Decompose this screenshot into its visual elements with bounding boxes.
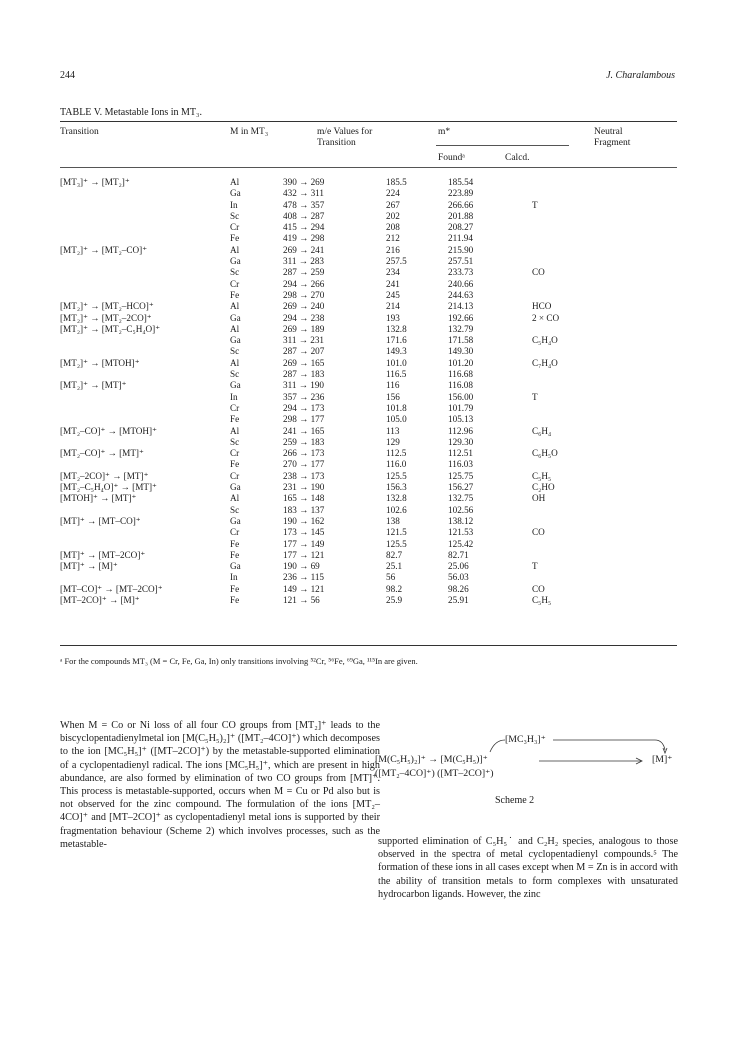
cell-transition bbox=[60, 403, 230, 414]
cell-calcd: 201.88 bbox=[448, 210, 474, 221]
header-transition: Transition bbox=[60, 127, 99, 137]
cell-calcd: 185.54 bbox=[448, 177, 474, 187]
cell-mz: 311 → 231 bbox=[283, 335, 325, 346]
cell-mz: 149 → 121 bbox=[283, 583, 325, 594]
cell-mz: 177 → 121 bbox=[283, 549, 325, 560]
body-left-column: When M = Co or Ni loss of all four CO groups from [MT₂]⁺ leads to the biscyclopentadienylmetal ion [M(C₅H₅)₂]⁺ ([MT₂–4CO]⁺) which decomposes to the ion [MC₅H₅]⁺ ([MT–2CO]⁺) by the metastable-supported elimination of a cyclopentadienyl radical. The ions [MC₅H₅]⁺, which are present in high abundance, are also formed by elimination of two CO groups from [MT]⁺. This process is metastable-supported, occurs when M = Cu or Pd also but is not observed for the zinc compound. The formulation of the ions [MT₂–4CO]⁺ and [MT–2CO]⁺ as cyclopentadienyl metal ions is supported by their fragmentation behaviour (Scheme 2) which involves processes, such as the metastable- bbox=[60, 720, 380, 850]
scheme-line-2: ([MT₂–4CO]⁺) ([MT–2CO]⁺) bbox=[375, 768, 494, 779]
cell-fragment bbox=[498, 222, 582, 233]
table-row bbox=[60, 233, 582, 244]
table-row bbox=[60, 527, 582, 538]
table-footnote: ᵃ For the compounds MT₃ (M = Cr, Fe, Ga, In) only transitions involving ⁵²Cr, ⁵⁶Fe, ⁶⁹Ga, ¹¹⁵In are given. bbox=[60, 656, 418, 666]
cell-transition: [MT₂]⁺ → [MT₂–HCO]⁺ bbox=[60, 301, 154, 312]
cell-mz: 298 → 177 bbox=[283, 414, 325, 425]
cell-fragment: OH bbox=[532, 493, 546, 504]
cell-transition: [MT]⁺ → [M]⁺ bbox=[60, 561, 118, 572]
cell-found: 102.6 bbox=[386, 504, 407, 515]
cell-found: 101.8 bbox=[386, 402, 407, 413]
cell-found: 132.8 bbox=[386, 493, 407, 504]
cell-metal: Ga bbox=[230, 380, 241, 391]
cell-transition bbox=[60, 346, 230, 357]
cell-calcd: 82.71 bbox=[448, 549, 469, 560]
scheme-end: [M]⁺ bbox=[652, 754, 673, 765]
cell-transition bbox=[60, 222, 230, 233]
cell-metal: Sc bbox=[230, 436, 240, 447]
cell-metal: In bbox=[230, 391, 238, 402]
cell-calcd: 156.27 bbox=[448, 482, 474, 493]
cell-calcd: 125.75 bbox=[448, 470, 474, 481]
cell-mz: 269 → 165 bbox=[283, 357, 325, 368]
cell-fragment: CO bbox=[532, 527, 545, 538]
cell-found: 98.2 bbox=[386, 583, 403, 594]
table-row bbox=[60, 200, 582, 211]
table-row bbox=[60, 177, 582, 188]
cell-mz: 298 → 270 bbox=[283, 289, 325, 300]
running-head: J. Charalambous bbox=[606, 70, 675, 81]
table-row bbox=[60, 403, 582, 414]
cell-metal: Al bbox=[230, 177, 240, 187]
cell-found: 56 bbox=[386, 572, 396, 583]
cell-transition: [MT₂–CO]⁺ → [MT]⁺ bbox=[60, 448, 144, 459]
cell-mz: 165 → 148 bbox=[283, 493, 325, 504]
metastable-ions-table bbox=[60, 177, 582, 606]
cell-mz: 311 → 283 bbox=[283, 256, 325, 267]
cell-metal: Al bbox=[230, 425, 240, 436]
cell-fragment bbox=[498, 380, 582, 391]
cell-metal: Sc bbox=[230, 504, 240, 515]
cell-calcd: 112.96 bbox=[448, 425, 473, 436]
cell-metal: Fe bbox=[230, 583, 240, 594]
cell-mz: 311 → 190 bbox=[283, 380, 325, 391]
cell-metal: Al bbox=[230, 493, 240, 504]
cell-fragment: HCO bbox=[532, 301, 552, 312]
cell-found: 116 bbox=[386, 380, 400, 391]
cell-found: 101.0 bbox=[386, 357, 407, 368]
cell-found: 112.5 bbox=[386, 448, 407, 459]
cell-fragment: T bbox=[532, 199, 538, 210]
cell-found: 241 bbox=[386, 278, 400, 289]
cell-metal: Ga bbox=[230, 188, 241, 199]
cell-found: 156 bbox=[386, 391, 400, 402]
cell-calcd: 240.66 bbox=[448, 278, 474, 289]
cell-transition bbox=[60, 505, 230, 516]
cell-calcd: 132.79 bbox=[448, 323, 474, 334]
cell-found: 121.5 bbox=[386, 527, 407, 538]
cell-fragment bbox=[498, 290, 582, 301]
cell-fragment bbox=[498, 279, 582, 290]
cell-metal: Cr bbox=[230, 448, 240, 459]
cell-fragment: CO bbox=[532, 583, 545, 594]
mstar-rule bbox=[436, 145, 569, 146]
cell-metal: Al bbox=[230, 244, 240, 255]
cell-found: 82.7 bbox=[386, 549, 403, 560]
cell-mz: 269 → 241 bbox=[283, 244, 325, 255]
cell-mz: 266 → 173 bbox=[283, 448, 325, 459]
table-row bbox=[60, 380, 582, 391]
cell-found: 113 bbox=[386, 425, 400, 436]
cell-transition bbox=[60, 200, 230, 211]
cell-transition: [MT₃]⁺ → [MT₂]⁺ bbox=[60, 177, 130, 187]
body-right-column: supported elimination of C₅H₅˙ and C₂H₂ species, analogous to those observed in the spectra of metal cyclopentadienyl compounds.⁵ The formation of these ions in all cases except when M = Zn is in accord with the ability of transition metals to form complexes with unsaturated hydrocarbon ligands. However, the zinc bbox=[378, 836, 678, 900]
cell-mz: 259 → 183 bbox=[283, 436, 325, 447]
cell-calcd: 223.89 bbox=[448, 188, 474, 199]
cell-metal: Cr bbox=[230, 402, 240, 413]
page-number: 244 bbox=[60, 70, 75, 81]
cell-transition: [MT₂]⁺ → [MT₂–CO]⁺ bbox=[60, 244, 148, 255]
cell-fragment bbox=[498, 256, 582, 267]
cell-metal: Ga bbox=[230, 482, 241, 493]
cell-calcd: 98.26 bbox=[448, 583, 469, 594]
table-row bbox=[60, 426, 582, 437]
cell-found: 125.5 bbox=[386, 470, 407, 481]
table-row bbox=[60, 539, 582, 550]
cell-mz: 478 → 357 bbox=[283, 199, 325, 210]
cell-transition: [MT₂–2CO]⁺ → [MT]⁺ bbox=[60, 470, 149, 481]
cell-calcd: 156.00 bbox=[448, 391, 474, 402]
cell-transition bbox=[60, 256, 230, 267]
cell-metal: Ga bbox=[230, 561, 241, 572]
header-neutral-1: Neutral bbox=[594, 127, 623, 137]
table-row bbox=[60, 595, 582, 606]
cell-transition bbox=[60, 233, 230, 244]
cell-mz: 287 → 259 bbox=[283, 267, 325, 278]
cell-found: 224 bbox=[386, 188, 400, 199]
cell-mz: 294 → 173 bbox=[283, 402, 325, 413]
cell-calcd: 116.68 bbox=[448, 369, 473, 380]
table-row bbox=[60, 392, 582, 403]
cell-mz: 190 → 162 bbox=[283, 515, 325, 526]
cell-mz: 287 → 207 bbox=[283, 346, 325, 357]
cell-transition bbox=[60, 539, 230, 550]
cell-found: 25.9 bbox=[386, 594, 403, 605]
cell-transition bbox=[60, 279, 230, 290]
cell-transition bbox=[60, 290, 230, 301]
cell-fragment bbox=[498, 505, 582, 516]
cell-found: 125.5 bbox=[386, 538, 407, 549]
cell-found: 257.5 bbox=[386, 256, 407, 267]
header-calcd: Calcd. bbox=[505, 153, 530, 163]
cell-mz: 419 → 298 bbox=[283, 233, 325, 244]
cell-metal: Sc bbox=[230, 210, 240, 221]
cell-transition: [MT₂]⁺ → [MT₂–2CO]⁺ bbox=[60, 312, 152, 323]
table-row bbox=[60, 188, 582, 199]
cell-mz: 390 → 269 bbox=[283, 177, 325, 187]
cell-mz: 269 → 240 bbox=[283, 301, 325, 312]
cell-metal: Ga bbox=[230, 335, 241, 346]
cell-transition bbox=[60, 392, 230, 403]
scheme-line-1: [M(C₅H₅)₂]⁺ → [M(C₅H₅)]⁺ bbox=[375, 754, 488, 765]
cell-found: 214 bbox=[386, 301, 400, 312]
cell-metal: Fe bbox=[230, 414, 240, 425]
cell-metal: Cr bbox=[230, 222, 240, 233]
header-neutral-2: Fragment bbox=[594, 138, 631, 148]
cell-transition bbox=[60, 369, 230, 380]
cell-mz: 190 → 69 bbox=[283, 561, 320, 572]
table-row bbox=[60, 279, 582, 290]
table-row bbox=[60, 471, 582, 482]
cell-found: 149.3 bbox=[386, 346, 407, 357]
cell-metal: Cr bbox=[230, 527, 240, 538]
table-row bbox=[60, 211, 582, 222]
cell-fragment bbox=[498, 324, 582, 335]
cell-found: 25.1 bbox=[386, 561, 403, 572]
cell-transition: [MT]⁺ → [MT–CO]⁺ bbox=[60, 515, 141, 526]
cell-transition: [MT–2CO]⁺ → [M]⁺ bbox=[60, 594, 140, 605]
cell-calcd: 138.12 bbox=[448, 515, 474, 526]
table-row bbox=[60, 245, 582, 256]
table-row bbox=[60, 267, 582, 278]
cell-transition: [MT–CO]⁺ → [MT–2CO]⁺ bbox=[60, 583, 163, 594]
cell-calcd: 25.91 bbox=[448, 594, 469, 605]
cell-calcd: 149.30 bbox=[448, 346, 474, 357]
cell-calcd: 244.63 bbox=[448, 289, 474, 300]
table-bottom-rule bbox=[60, 645, 677, 646]
cell-metal: Al bbox=[230, 357, 240, 368]
cell-fragment bbox=[498, 211, 582, 222]
header-metal: M in MT₃ bbox=[230, 127, 269, 137]
cell-found: 105.0 bbox=[386, 414, 407, 425]
cell-mz: 287 → 183 bbox=[283, 369, 325, 380]
cell-fragment bbox=[498, 346, 582, 357]
cell-mz: 241 → 165 bbox=[283, 425, 325, 436]
table-row bbox=[60, 516, 582, 527]
cell-transition: [MT]⁺ → [MT–2CO]⁺ bbox=[60, 549, 146, 560]
cell-transition: [MT₂]⁺ → [MTOH]⁺ bbox=[60, 357, 140, 368]
table-row bbox=[60, 335, 582, 346]
cell-calcd: 214.13 bbox=[448, 301, 474, 312]
header-mz-1: m/e Values for bbox=[317, 127, 373, 137]
cell-transition bbox=[60, 414, 230, 425]
cell-mz: 432 → 311 bbox=[283, 188, 325, 199]
cell-found: 212 bbox=[386, 233, 400, 244]
table-row bbox=[60, 256, 582, 267]
cell-found: 208 bbox=[386, 222, 400, 233]
cell-calcd: 257.51 bbox=[448, 256, 474, 267]
table-row bbox=[60, 369, 582, 380]
cell-transition: [MT₂]⁺ → [MT₂–C₅H₄O]⁺ bbox=[60, 323, 161, 334]
table-row bbox=[60, 448, 582, 459]
cell-found: 193 bbox=[386, 312, 400, 323]
cell-mz: 408 → 287 bbox=[283, 210, 325, 221]
cell-metal: Sc bbox=[230, 369, 240, 380]
cell-transition bbox=[60, 211, 230, 222]
cell-calcd: 192.66 bbox=[448, 312, 474, 323]
cell-calcd: 208.27 bbox=[448, 222, 474, 233]
cell-transition bbox=[60, 188, 230, 199]
cell-fragment bbox=[498, 245, 582, 256]
cell-metal: Cr bbox=[230, 278, 240, 289]
cell-metal: Ga bbox=[230, 256, 241, 267]
cell-mz: 231 → 190 bbox=[283, 482, 325, 493]
cell-fragment: C₆H₅O bbox=[532, 448, 558, 459]
cell-found: 132.8 bbox=[386, 323, 407, 334]
table-top-rule bbox=[60, 121, 677, 122]
cell-found: 129 bbox=[386, 436, 400, 447]
header-found: Foundᵃ bbox=[438, 153, 465, 163]
scheme-top-label: [MC₃H₃]⁺ bbox=[505, 734, 546, 745]
cell-transition: [MT₂–C₅H₄O]⁺ → [MT]⁺ bbox=[60, 482, 157, 493]
cell-mz: 173 → 145 bbox=[283, 527, 325, 538]
table-row bbox=[60, 222, 582, 233]
table-row bbox=[60, 358, 582, 369]
cell-transition bbox=[60, 572, 230, 583]
cell-fragment: CO bbox=[532, 267, 545, 278]
table-row bbox=[60, 324, 582, 335]
cell-calcd: 233.73 bbox=[448, 267, 474, 278]
cell-fragment bbox=[498, 550, 582, 561]
table-row bbox=[60, 482, 582, 493]
cell-found: 202 bbox=[386, 210, 400, 221]
cell-fragment bbox=[498, 369, 582, 380]
cell-fragment: C₅H₅ bbox=[532, 594, 552, 605]
cell-calcd: 56.03 bbox=[448, 572, 469, 583]
cell-transition bbox=[60, 437, 230, 448]
cell-metal: Cr bbox=[230, 470, 240, 481]
cell-found: 138 bbox=[386, 515, 400, 526]
cell-metal: Al bbox=[230, 323, 240, 334]
cell-calcd: 105.13 bbox=[448, 414, 474, 425]
cell-fragment: T bbox=[532, 561, 538, 572]
cell-metal: Sc bbox=[230, 346, 240, 357]
cell-found: 156.3 bbox=[386, 482, 407, 493]
cell-metal: Fe bbox=[230, 538, 240, 549]
cell-metal: Sc bbox=[230, 267, 240, 278]
cell-metal: Fe bbox=[230, 289, 240, 300]
cell-metal: In bbox=[230, 572, 238, 583]
cell-metal: Ga bbox=[230, 312, 241, 323]
cell-calcd: 129.30 bbox=[448, 436, 474, 447]
cell-found: 116.0 bbox=[386, 459, 407, 470]
cell-metal: Ga bbox=[230, 515, 241, 526]
cell-transition bbox=[60, 527, 230, 538]
cell-transition: [MT₂]⁺ → [MT]⁺ bbox=[60, 380, 127, 391]
table-row bbox=[60, 313, 582, 324]
table-row bbox=[60, 346, 582, 357]
cell-calcd: 116.08 bbox=[448, 380, 473, 391]
cell-metal: Fe bbox=[230, 233, 240, 244]
cell-mz: 238 → 173 bbox=[283, 470, 325, 481]
scheme-long-arrow bbox=[537, 754, 647, 766]
cell-calcd: 121.53 bbox=[448, 527, 474, 538]
header-mz-2: Transition bbox=[317, 138, 356, 148]
cell-found: 185.5 bbox=[386, 177, 407, 187]
cell-mz: 270 → 177 bbox=[283, 459, 325, 470]
table-row bbox=[60, 493, 582, 504]
table-row bbox=[60, 437, 582, 448]
cell-mz: 121 → 56 bbox=[283, 594, 320, 605]
cell-metal: Fe bbox=[230, 594, 240, 605]
cell-calcd: 125.42 bbox=[448, 538, 474, 549]
cell-calcd: 132.75 bbox=[448, 493, 474, 504]
table-row bbox=[60, 572, 582, 583]
table-row bbox=[60, 459, 582, 470]
cell-mz: 177 → 149 bbox=[283, 538, 325, 549]
cell-metal: Al bbox=[230, 301, 240, 312]
cell-fragment bbox=[498, 459, 582, 470]
cell-found: 216 bbox=[386, 244, 400, 255]
cell-fragment: C₇H₄O bbox=[532, 357, 558, 368]
cell-calcd: 25.06 bbox=[448, 561, 469, 572]
cell-fragment bbox=[498, 539, 582, 550]
cell-transition: [MTOH]⁺ → [MT]⁺ bbox=[60, 493, 137, 504]
table-title: TABLE V. Metastable Ions in MT₃. bbox=[60, 107, 203, 118]
table-row bbox=[60, 505, 582, 516]
cell-metal: Fe bbox=[230, 549, 240, 560]
cell-fragment: 2 × CO bbox=[532, 312, 560, 323]
cell-mz: 357 → 236 bbox=[283, 391, 325, 402]
cell-found: 267 bbox=[386, 199, 400, 210]
cell-transition bbox=[60, 459, 230, 470]
cell-calcd: 266.66 bbox=[448, 199, 474, 210]
table-row bbox=[60, 290, 582, 301]
cell-mz: 269 → 189 bbox=[283, 323, 325, 334]
cell-fragment: C₆H₄ bbox=[532, 425, 552, 436]
cell-fragment bbox=[498, 437, 582, 448]
cell-calcd: 116.03 bbox=[448, 459, 473, 470]
cell-mz: 236 → 115 bbox=[283, 572, 325, 583]
cell-found: 245 bbox=[386, 289, 400, 300]
cell-fragment bbox=[498, 177, 582, 188]
table-row bbox=[60, 414, 582, 425]
cell-fragment: T bbox=[532, 391, 538, 402]
cell-metal: In bbox=[230, 199, 238, 210]
cell-calcd: 211.94 bbox=[448, 233, 473, 244]
cell-mz: 294 → 238 bbox=[283, 312, 325, 323]
table-row bbox=[60, 561, 582, 572]
cell-calcd: 102.56 bbox=[448, 504, 474, 515]
cell-calcd: 101.20 bbox=[448, 357, 474, 368]
table-row bbox=[60, 550, 582, 561]
cell-calcd: 215.90 bbox=[448, 244, 474, 255]
cell-transition bbox=[60, 267, 230, 278]
cell-fragment bbox=[498, 233, 582, 244]
table-row bbox=[60, 301, 582, 312]
cell-calcd: 171.58 bbox=[448, 335, 474, 346]
cell-fragment bbox=[498, 516, 582, 527]
cell-metal: Fe bbox=[230, 459, 240, 470]
scheme-label: Scheme 2 bbox=[495, 795, 535, 806]
cell-transition bbox=[60, 335, 230, 346]
header-bottom-rule bbox=[60, 167, 677, 168]
cell-mz: 183 → 137 bbox=[283, 504, 325, 515]
cell-fragment: C₅H₄O bbox=[532, 335, 558, 346]
cell-fragment: C₅H₅ bbox=[532, 470, 552, 481]
cell-fragment: C₂HO bbox=[532, 482, 555, 493]
cell-fragment bbox=[498, 572, 582, 583]
scheme-2 bbox=[375, 732, 685, 792]
table-row bbox=[60, 584, 582, 595]
cell-transition: [MT₂–CO]⁺ → [MTOH]⁺ bbox=[60, 425, 157, 436]
cell-found: 171.6 bbox=[386, 335, 407, 346]
cell-fragment bbox=[498, 188, 582, 199]
cell-fragment bbox=[498, 414, 582, 425]
cell-mz: 415 → 294 bbox=[283, 222, 325, 233]
cell-found: 116.5 bbox=[386, 369, 407, 380]
cell-fragment bbox=[498, 403, 582, 414]
cell-mz: 294 → 266 bbox=[283, 278, 325, 289]
cell-calcd: 112.51 bbox=[448, 448, 473, 459]
cell-found: 234 bbox=[386, 267, 400, 278]
header-mstar: m* bbox=[438, 127, 451, 137]
cell-calcd: 101.79 bbox=[448, 402, 474, 413]
